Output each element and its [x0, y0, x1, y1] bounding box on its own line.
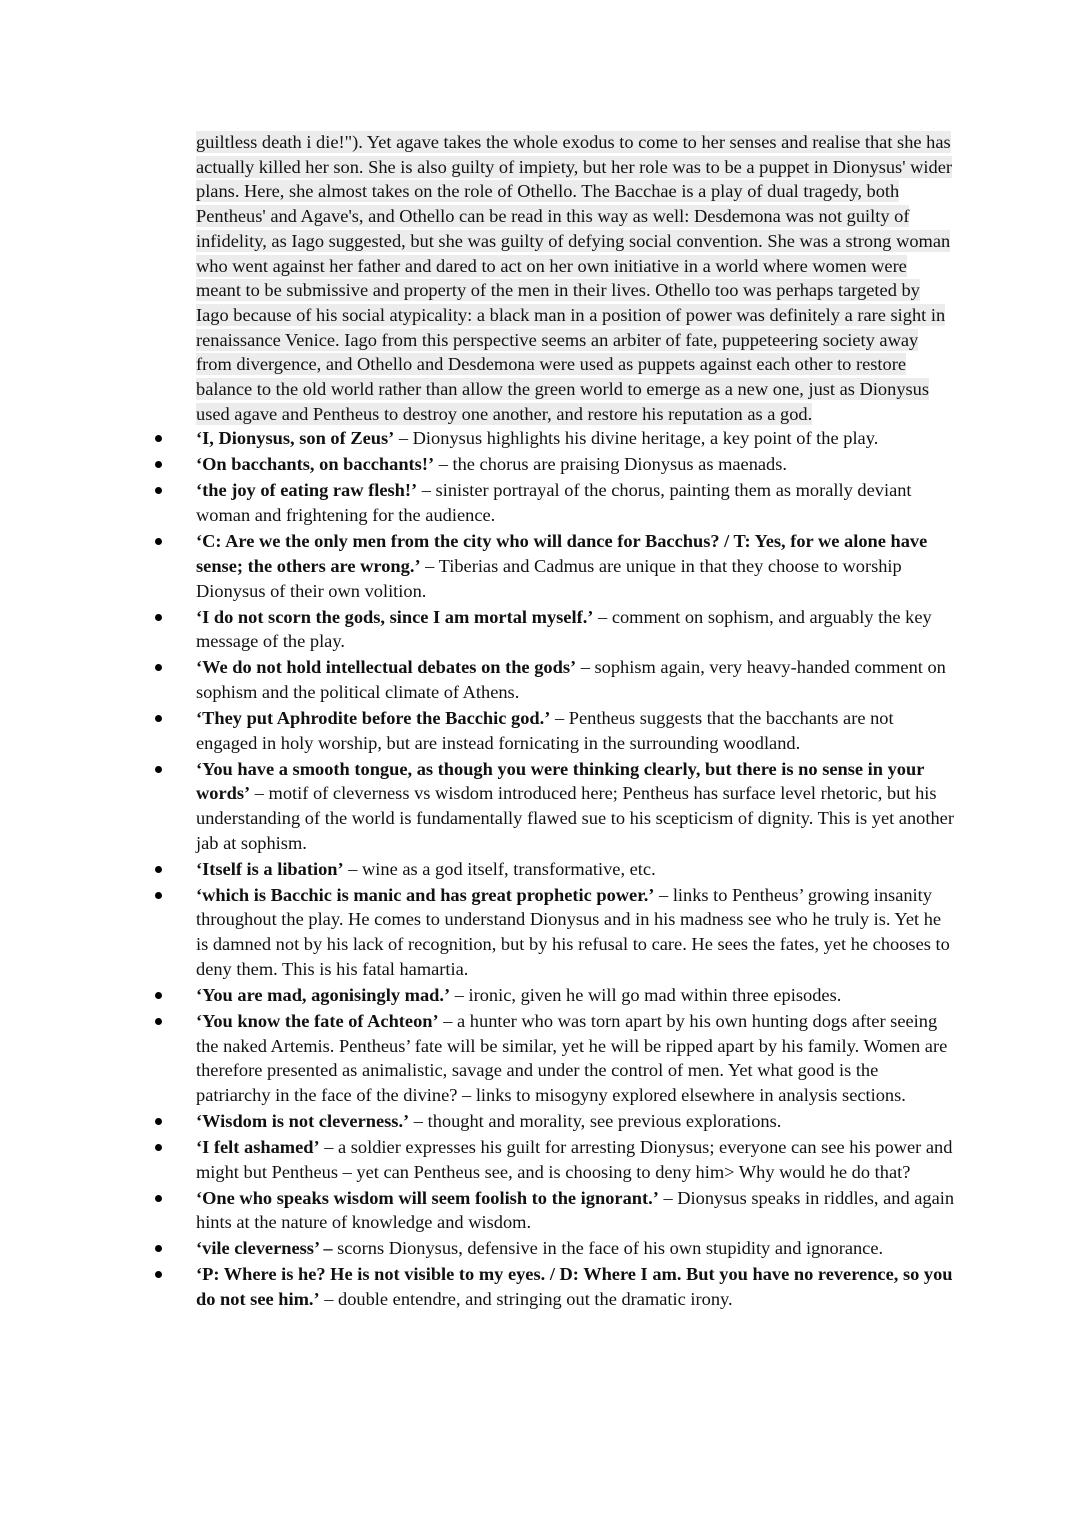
bullet-icon — [155, 992, 162, 999]
quote-note-item — [196, 1262, 956, 1311]
highlighted-text: guiltless death i die!"). Yet agave takes the whole exodus to come to her senses and realise that she has actually killed her son. She is also guilty of impiety, but her role was to be a puppet in Dionysus' wider plans. Here, she almost takes on the role of Othello. The Bacchae is a play of dual tragedy, both Pentheus' and Agave's, and Othello can be read in this way as well: Desdemona was not guilty of infidelity, as Iago suggested, but she was guilty of defying social convention. She was a strong woman who went against her father and dared to act on her own initiative in a world where women were meant to be submissive and property of the men in their lives. Othello too was perhaps targeted by Iago because of his social atypicality: a black man in a position of power was definitely a rare sight in renaissance Venice. Iago from this perspective seems an arbiter of fate, puppeteering society away from divergence, and Othello and Desdemona were used as puppets against each other to restore balance to the old world rather than allow the green world to emerge as a new one, just as Dionysus used agave and Pentheus to destroy one another, and restore his reputation as a god. — [196, 132, 952, 424]
bullet-icon — [155, 1118, 162, 1125]
quote-text: ‘On bacchants, on bacchants!’ — [196, 454, 435, 475]
quote-comment: – links to Pentheus’ growing insanity throughout the play. He comes to understand Dionysus and in his madness see who he truly is. Yet he is damned not by his lack of recognition, but by his refusal to care. He sees the fates, yet he chooses to deny them. This is his fatal hamartia. — [196, 884, 950, 979]
quote-note-item — [196, 1186, 956, 1235]
quote-note-item — [196, 1009, 956, 1108]
quote-text: ‘You know the fate of Achteon’ — [196, 1010, 439, 1031]
quote-note-item — [196, 478, 956, 527]
quote-comment: – motif of cleverness vs wisdom introduced here; Pentheus has surface level rhetoric, but his understanding of the world is fundamentally flawed sue to his scepticism of dignity. This is yet another jab at sophism. — [196, 783, 954, 853]
quote-note-item — [196, 1236, 956, 1261]
bullet-icon — [155, 1245, 162, 1252]
quote-note-item — [196, 706, 956, 755]
quote-comment: – sinister portrayal of the chorus, painting them as morally deviant woman and frightening for the audience. — [196, 480, 912, 526]
quote-text: ‘Itself is a libation’ — [196, 858, 344, 879]
quote-comment: – sophism again, very heavy-handed comment on sophism and the political climate of Athens. — [196, 657, 946, 702]
quote-note-item — [196, 452, 956, 477]
quote-text: ‘the joy of eating raw flesh!’ — [196, 480, 418, 501]
quote-text: ‘I felt ashamed’ — [196, 1136, 320, 1157]
quote-text: ‘We do not hold intellectual debates on the gods’ — [196, 657, 577, 678]
quote-comment: – double entendre, and stringing out the dramatic irony. — [319, 1289, 733, 1310]
quote-comment: – thought and morality, see previous explorations. — [409, 1110, 782, 1131]
quote-comment: – Dionysus highlights his divine heritage, a key point of the play. — [394, 428, 879, 449]
quote-note-item — [196, 426, 956, 451]
continuation-paragraph — [196, 130, 956, 426]
bullet-icon — [155, 461, 162, 468]
bullet-icon — [155, 892, 162, 899]
bullet-icon — [155, 1018, 162, 1025]
bullet-icon — [155, 435, 162, 442]
quote-note-item — [196, 605, 956, 654]
bullet-icon — [155, 487, 162, 494]
quote-text: ‘You have a smooth tongue, as though you were thinking clearly, but there is no sense in your words’ — [196, 758, 925, 804]
quote-text: ‘P: Where is he? He is not visible to my eyes. / D: Where I am. But you have no reverence, so you do not see him.’ — [196, 1264, 953, 1310]
quote-note-item — [196, 1109, 956, 1134]
quote-note-item — [196, 529, 956, 603]
bullet-icon — [155, 1195, 162, 1202]
bullet-icon — [155, 715, 162, 722]
quote-note-item — [196, 983, 956, 1008]
quote-notes-list — [196, 426, 956, 1311]
quote-text: ‘which is Bacchic is manic and has great prophetic power.’ — [196, 884, 655, 905]
quote-comment: – a hunter who was torn apart by his own hunting dogs after seeing the naked Artemis. Pentheus’ fate will be similar, yet he will be ripped apart by his family. Women are therefore presented as animalistic, savage and under the control of men. Yet what good is the patriarchy in the face of the divine? – links to misogyny explored elsewhere in analysis sections. — [196, 1010, 948, 1105]
quote-comment: scorns Dionysus, defensive in the face of his own stupidity and ignorance. — [332, 1238, 884, 1259]
bullet-icon — [155, 664, 162, 671]
quote-text: ‘You are mad, agonisingly mad.’ — [196, 984, 451, 1005]
quote-text: ‘Wisdom is not cleverness.’ — [196, 1110, 410, 1131]
quote-text: ‘One who speaks wisdom will seem foolish to the ignorant.’ — [196, 1187, 659, 1208]
quote-note-item — [196, 757, 956, 856]
document-body — [196, 130, 956, 1313]
bullet-icon — [155, 866, 162, 873]
quote-comment: – comment on sophism, and arguably the key message of the play. — [196, 606, 932, 652]
quote-comment: – Pentheus suggests that the bacchants are not engaged in holy worship, but are instead fornicating in the surrounding woodland. — [196, 707, 894, 753]
bullet-icon — [155, 538, 162, 545]
quote-text: ‘They put Aphrodite before the Bacchic god.’ — [196, 707, 551, 728]
bullet-icon — [155, 1271, 162, 1278]
quote-comment: – Tiberias and Cadmus are unique in that they choose to worship Dionysus of their own volition. — [196, 555, 902, 601]
quote-note-item — [196, 883, 956, 982]
bullet-icon — [155, 614, 162, 621]
quote-comment: – wine as a god itself, transformative, etc. — [343, 858, 656, 879]
quote-comment: – Dionysus speaks in riddles, and again hints at the nature of knowledge and wisdom. — [196, 1187, 955, 1233]
quote-comment: – ironic, given he will go mad within three episodes. — [450, 984, 842, 1005]
quote-comment: – the chorus are praising Dionysus as maenads. — [434, 454, 788, 475]
quote-text: ‘C: Are we the only men from the city who will dance for Bacchus? / T: Yes, for we alone have sense; the others are wrong.’ — [196, 531, 928, 576]
quote-text: ‘vile cleverness’ – — [196, 1238, 333, 1259]
quote-text: ‘I do not scorn the gods, since I am mortal myself.’ — [196, 606, 594, 627]
bullet-icon — [155, 1144, 162, 1151]
quote-note-item — [196, 857, 956, 882]
bullet-icon — [155, 766, 162, 773]
quote-note-item — [196, 655, 956, 704]
quote-text: ‘I, Dionysus, son of Zeus’ — [196, 428, 395, 449]
quote-note-item — [196, 1135, 956, 1184]
quote-comment: – a soldier expresses his guilt for arresting Dionysus; everyone can see his power and might but Pentheus – yet can Pentheus see, and is choosing to deny him> Why would he do that? — [196, 1136, 953, 1182]
